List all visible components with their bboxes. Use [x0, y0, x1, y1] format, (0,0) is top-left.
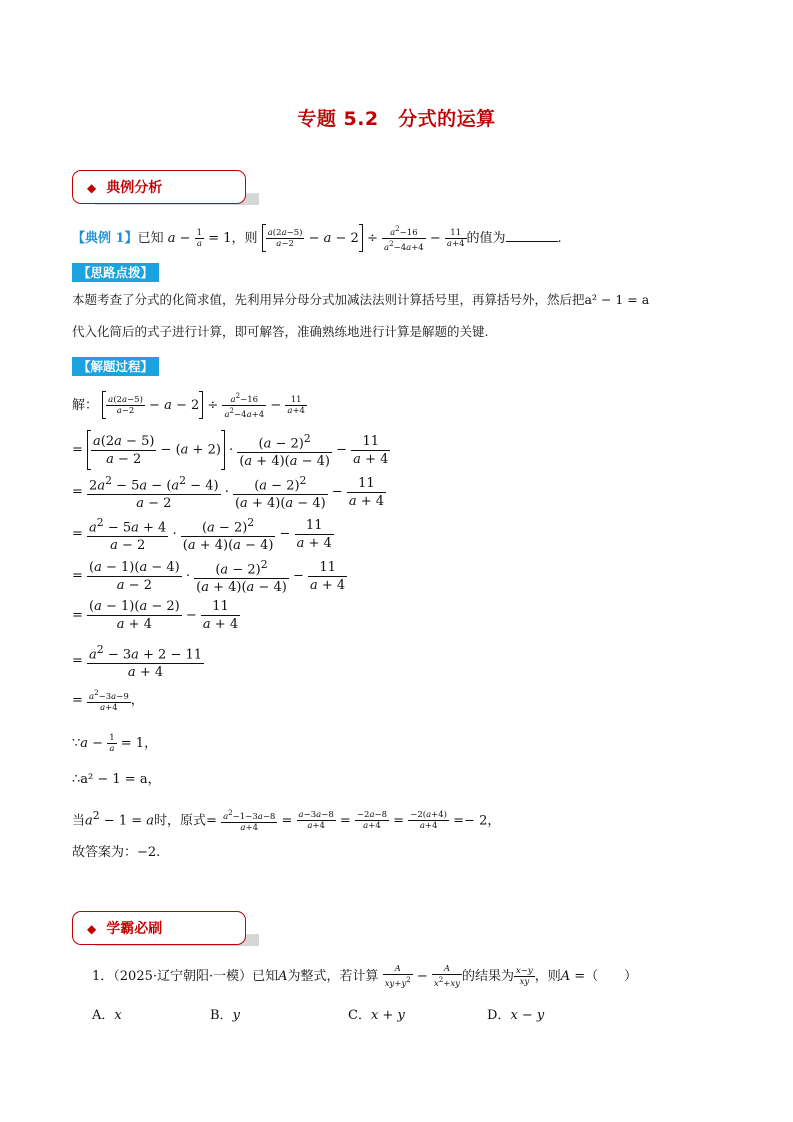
question-1: 1．（2025·辽宁朝阳·一模）已知A为整式，若计算 $\frac{A}{xy+y^2}$ − $\frac{A}{x^2+xy}$ 的结果为 $\frac{x-y}{xy}$ ，则A =（ ） [92, 964, 638, 989]
option-b[interactable]: B．y [210, 1008, 240, 1023]
option-d[interactable]: D．x − y [487, 1008, 545, 1023]
answer-blank [506, 229, 558, 242]
option-c[interactable]: C．x + y [348, 1008, 405, 1023]
hint-badge: 【思路点拨】 [72, 263, 159, 282]
hint-line-1: 本题考查了分式的化简求值，先利用异分母分式加减法法则计算括号里，再算括号外，然后把a² − 1 = a [72, 292, 650, 307]
section-header-practice [72, 911, 246, 945]
section-label: 典例分析 [106, 180, 163, 196]
solution-step-0: 解： $\frac{a(2a-5)}{a-2}$ − a − 2 ÷ $\frac{a^2-16}{a^2-4a+4}$ − $\frac{11}{a+4}$ [72, 391, 305, 420]
solution-therefore: ∴a² − 1 = a， [72, 772, 161, 787]
solution-step-2: = $\frac{2a^2 - 5a - (a^2 - 4)}{a - 2}$ · $\frac{(a - 2)^2}{(a + 4)(a - 4)}$ − $\frac{11}{a + 4}$ [72, 474, 385, 512]
solution-substitute: 当$a^2 - 1 = a$时，原式= $\frac{a^2-1-3a-8}{a+4}$ = $\frac{a-3a-8}{a+4}$ = $\frac{-2a-8}{a+4}$ = $\frac{-2(a+4)}{a+4}$ =− 2， [72, 808, 501, 834]
solution-since: ∵a − $\frac{1}{a}$ = 1， [72, 733, 158, 754]
solution-step-7: = $\frac{a^2-3a-9}{a+4}$ ， [72, 688, 144, 713]
solution-step-1: = $\frac{a(2a - 5)}{a - 2}$ − (a + 2) · $\frac{(a - 2)^2}{(a + 4)(a - 4)}$ − $\frac{11}{a + 4}$ [72, 432, 389, 470]
example-tag: 【典例 1】 [72, 230, 138, 246]
diamond-icon: ◆ [87, 181, 97, 195]
solution-step-5: = $\frac{(a - 1)(a - 2)}{a + 4}$ − $\frac{11}{a + 4}$ [72, 599, 239, 632]
solution-badge: 【解题过程】 [72, 357, 159, 376]
example-1: 【典例 1】已知 a − $\frac{1}{a}$ = 1，则 $\frac{a(2a-5)}{a-2}$ − a − 2 ÷ $\frac{a^2-16}{a^2-4a+4}$ − $\frac{11}{a+4}$ 的值为 . [72, 224, 562, 253]
solution-answer: 故答案为：−2. [72, 845, 161, 860]
diamond-icon: ◆ [87, 922, 97, 936]
section-header-examples [72, 170, 246, 204]
hint-line-2: 代入化简后的式子进行计算，即可解答，准确熟练地进行计算是解题的关键. [72, 324, 489, 339]
solution-step-6: = $\frac{a^2 - 3a + 2 - 11}{a + 4}$ [72, 643, 203, 681]
section-label: 学霸必刷 [106, 921, 163, 937]
option-a[interactable]: A．x [92, 1008, 122, 1023]
solution-step-3: = $\frac{a^2 - 5a + 4}{a - 2}$ · $\frac{(a - 2)^2}{(a + 4)(a - 4)}$ − $\frac{11}{a + 4}$ [72, 516, 332, 554]
solution-step-4: = $\frac{(a - 1)(a - 4)}{a - 2}$ · $\frac{(a - 2)^2}{(a + 4)(a - 4)}$ − $\frac{11}{a + 4}$ [72, 558, 346, 596]
page-title: 专题 5.2 分式的运算 [297, 108, 496, 130]
